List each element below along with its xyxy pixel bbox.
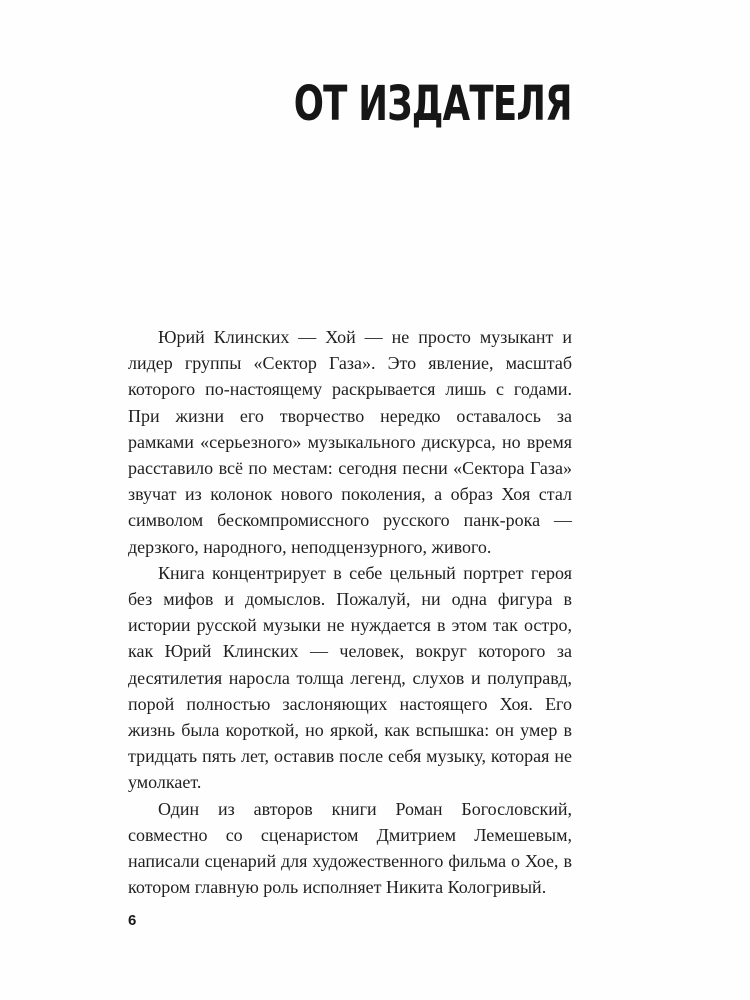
paragraph-1: Юрий Клинских — Хой — не просто музыкант и лидер группы «Сектор Газа». Это явление, масштаб которого по-настоящему раскрывается лишь с годами. При жизни его творчество нередко оставалось за рамками «серьезного» музыкального дискурса, но время расставило всё по местам: сегодня песни «Сектора Газа» звучат из колонок нового поколения, а образ Хоя стал символом бескомпромиссного русского панк-рока — дерзкого, народного, неподцензурного, живого. (128, 327, 572, 557)
paragraph-3: Один из авторов книги Роман Богословский, совместно со сценаристом Дмитрием Лемешевым, написали сценарий для художественного фильма о Хое, в котором главную роль исполняет Никита Кологривый. (128, 798, 572, 898)
page-title: ОТ ИЗДАТЕЛЯ (293, 76, 572, 132)
body-text (128, 324, 572, 900)
page-number: 6 (128, 912, 137, 929)
paragraph-2: Книга концентрирует в себе цельный портрет героя без мифов и домыслов. Пожалуй, ни одна фигура в истории русской музыки не нуждается в этом так остро, как Юрий Клинских — человек, вокруг которого за десятилетия наросла толща легенд, слухов и полуправд, порой полностью заслоняющих настоящего Хоя. Его жизнь была короткой, но яркой, как вспышка: он умер в тридцать пять лет, оставив после себя музыку, которая не умолкает. (128, 562, 572, 793)
